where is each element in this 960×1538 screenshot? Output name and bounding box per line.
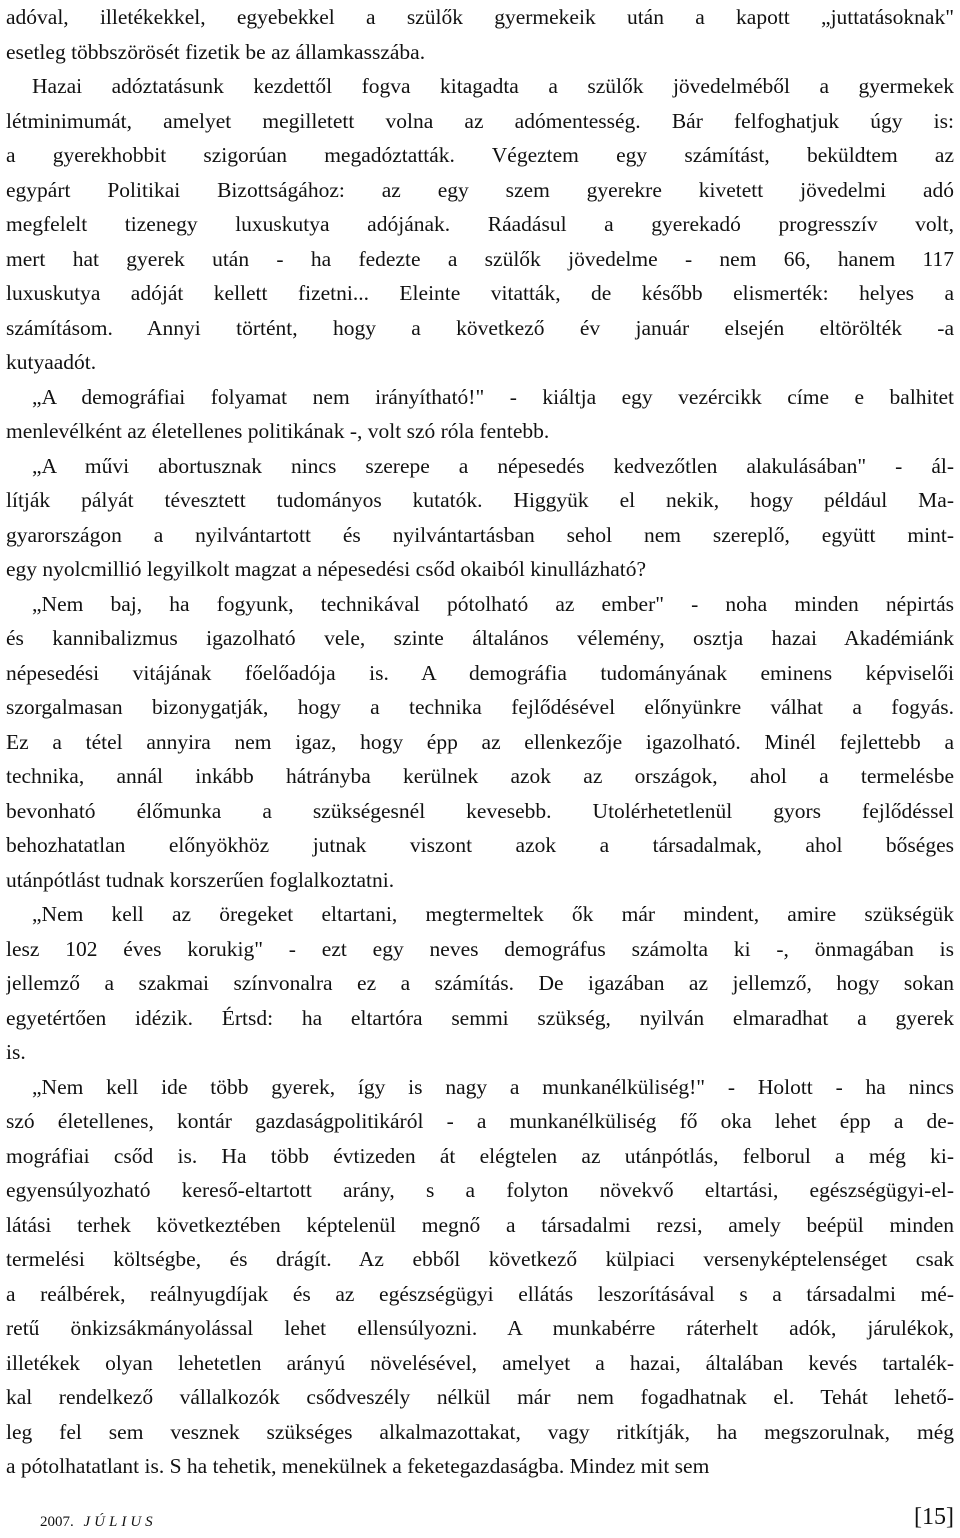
text-line: leg fel sem vesznek szükséges alkalmazottakat, vagy ritkítják, ha megszorulnak, még — [6, 1419, 954, 1444]
text-line: népesedési vitájának főelőadója is. A demográfia tudományának eminens képviselői — [6, 660, 954, 685]
text-line: gyarországon a nyilvántartott és nyilvántartásban sehol nem szereplő, együtt mint- — [6, 522, 954, 547]
article-body — [6, 0, 954, 1484]
text-line: egy nyolcmillió legyilkolt magzat a népesedési csőd okaiból kinullázható? — [6, 557, 647, 581]
text-line: technika, annál inkább hátrányba kerülnek azok az országok, ahol a termelésbe — [6, 764, 954, 788]
text-line: számításom. Annyi történt, hogy a következő év január elsején eltörölték -a — [6, 315, 954, 340]
text-line: is. — [6, 1040, 26, 1064]
text-line: a gyerekhobbit szigorúan megadóztatták. Végeztem egy számítást, beküldtem az — [6, 143, 954, 167]
text-line: Ez a tétel annyira nem igaz, hogy épp az ellenkezője igazolható. Minél fejlettebb a — [6, 729, 954, 754]
text-line: lesz 102 éves korukig" - ezt egy neves demográfus számolta ki -, önmagában is — [6, 936, 954, 961]
issue-date — [40, 1514, 157, 1531]
text-line: szó életellenes, kontár gazdaságpolitikáról - a munkanélküliség fő oka lehet épp a de- — [6, 1109, 954, 1133]
page-number: [15] — [914, 1504, 954, 1530]
text-line: egypárt Politikai Bizottságához: az egy szem gyerekre kivetett jövedelmi adó — [6, 177, 954, 202]
text-line: jellemző a szakmai színvonalra ez a számítás. De igazában az jellemző, hogy sokan — [6, 971, 954, 995]
text-line: „Nem kell ide több gyerek, így is nagy a munkanélküliség!" - Holott - ha nincs — [32, 1074, 954, 1099]
issue-month: JÚLIUS — [83, 1514, 157, 1530]
text-line: mográfiai csőd is. Ha több évtizeden át elégtelen az utánpótlás, felborul a még ki- — [6, 1143, 954, 1168]
text-line: „A művi abortusznak nincs szerepe a népesedés kedvezőtlen alakulásában" - ál- — [32, 453, 954, 478]
text-line: kutyaadót. — [6, 350, 97, 374]
text-line: egyetértően idézik. Értsd: ha eltartóra semmi szükség, nyilván elmaradhat a gyerek — [6, 1005, 954, 1030]
text-line: termelési költségbe, és drágít. Az ebből következő külpiaci versenyképtelenséget csak — [6, 1247, 954, 1271]
text-line: látási terhek következtében képtelenül megnő a társadalmi rezsi, amely beépül minden — [6, 1212, 954, 1237]
text-line: „A demográfiai folyamat nem irányítható!" - kiáltja egy vezércikk címe e balhitet — [32, 384, 954, 409]
text-line: „Nem kell az öregeket eltartani, megtermeltek ők már mindent, amire szükségük — [32, 902, 954, 926]
text-line: luxuskutya adóját kellett fizetni... Eleinte vitatták, de később elismerték: helyes a — [6, 281, 954, 305]
text-line: utánpótlást tudnak korszerűen foglalkoztatni. — [6, 867, 395, 892]
text-line: egyensúlyozható kereső-eltartott arány, s a folyton növekvő eltartási, egészségügyi-el- — [6, 1178, 954, 1202]
text-line: szorgalmasan bizonygatják, hogy a technika fejlődésével előnyünkre válhat a fogyás. — [6, 695, 954, 719]
text-line: behozhatatlan előnyökhöz jutnak viszont azok a társadalmak, ahol bőséges — [6, 833, 954, 857]
text-line: lítják pályát tévesztett tudományos kutatók. Higgyük el nekik, hogy például Ma- — [6, 488, 954, 512]
text-line: retű önkizsákmányolással lehet ellensúlyozni. A munkabérre ráterhelt adók, járulékok, — [6, 1316, 954, 1340]
text-line: mert hat gyerek után - ha fedezte a szülők jövedelme - nem 66, hanem 117 — [6, 246, 954, 271]
text-line: „Nem baj, ha fogyunk, technikával pótolható az ember" - noha minden népirtás — [32, 591, 954, 616]
text-line: létminimumát, amelyet megilletett volna az adómentesség. Bár felfoghatjuk úgy is: — [6, 108, 954, 133]
text-line: a pótolhatatlant is. S ha tehetik, menekülnek a feketegazdaságba. Mindez mit sem — [6, 1454, 710, 1478]
text-line: adóval, illetékekkel, egyebekkel a szülők gyermekeik után a kapott „juttatásoknak" — [6, 5, 954, 29]
issue-year: 2007. — [40, 1514, 74, 1530]
page-footer — [40, 1500, 954, 1538]
text-line: esetleg többszörösét fizetik be az államkasszába. — [6, 39, 426, 64]
text-line: menlevélként az életellenes politikának -, volt szó róla fentebb. — [6, 419, 550, 443]
text-line: a reálbérek, reálnyugdíjak és az egészségügyi ellátás leszorításával s a társadalmi mé- — [6, 1281, 954, 1306]
text-line: illetékek olyan lehetetlen arányú növelésével, amelyet a hazai, általában kevés tartalék- — [6, 1350, 954, 1375]
text-line: megfelelt tizenegy luxuskutya adójának. Ráadásul a gyerekadó progresszív volt, — [6, 212, 954, 236]
text-line: kal rendelkező vállalkozók csődveszély nélkül már nem fogadhatnak el. Tehát lehető- — [6, 1385, 954, 1409]
text-line: Hazai adóztatásunk kezdettől fogva kitagadta a szülők jövedelméből a gyermekek — [32, 74, 954, 98]
text-line: és kannibalizmus igazolható vele, szinte általános vélemény, osztja hazai Akadémiánk — [6, 626, 954, 650]
text-line: bevonható élőmunka a szükségesnél kevesebb. Utolérhetetlenül gyors fejlődéssel — [6, 798, 954, 823]
